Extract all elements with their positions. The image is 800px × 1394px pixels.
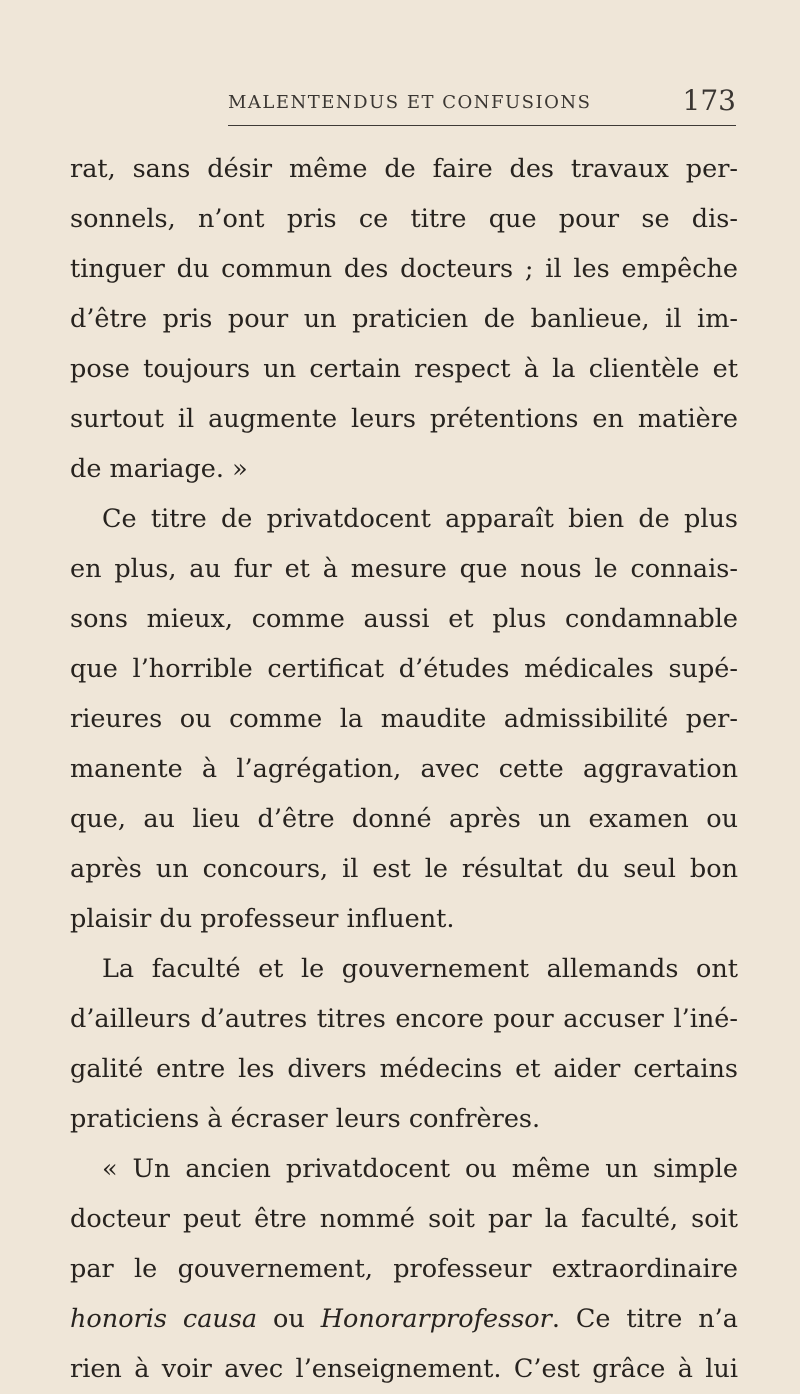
text-line: rien à voir avec l’enseignement. C’est grâce à lui [70,1354,738,1384]
text-line: que l’horrible certificat d’études médicales supé- [70,654,738,684]
text-line: surtout il augmente leurs prétentions en matière [70,404,738,434]
text-line: sons mieux, comme aussi et plus condamnable [70,604,738,634]
italic-phrase: honoris causa [70,1304,258,1334]
text-line: de mariage. » [70,454,248,484]
text-line [70,1294,738,1344]
text-line: par le gouvernement, professeur extraordinaire [70,1254,738,1284]
text-line: que, au lieu d’être donné après un examen ou [70,804,738,834]
text-line: Ce titre de privatdocent apparaît bien de plus [102,504,738,534]
text-line: rat, sans désir même de faire des travaux per- [70,154,738,184]
text-segment: . Ce titre n’a [551,1304,738,1334]
italic-phrase: Honorarprofessor [320,1304,552,1334]
text-line: « Un ancien privatdocent ou même un simple [102,1154,738,1184]
page-number: 173 [682,84,736,117]
text-line: après un concours, il est le résultat du seul bon [70,854,738,884]
text-line: docteur peut être nommé soit par la faculté, soit [70,1204,738,1234]
text-line: d’être pris pour un praticien de banlieue, il im- [70,304,738,334]
text-line: praticiens à écraser leurs confrères. [70,1104,541,1134]
text-line: pose toujours un certain respect à la clientèle et [70,354,738,384]
header-rule [228,125,736,126]
body-text [70,144,738,1394]
text-line: sonnels, n’ont pris ce titre que pour se dis- [70,204,738,234]
text-line: d’ailleurs d’autres titres encore pour accuser l’iné- [70,1004,738,1034]
text-line: galité entre les divers médecins et aider certains [70,1054,738,1084]
running-head [228,86,736,126]
text-line: tinguer du commun des docteurs ; il les empêche [70,254,738,284]
text-line: manente à l’agrégation, avec cette aggravation [70,754,738,784]
text-line: rieures ou comme la maudite admissibilité per- [70,704,738,734]
text-segment: ou [257,1304,321,1334]
text-line: plaisir du professeur influent. [70,904,455,934]
text-line: La faculté et le gouvernement allemands ont [102,954,738,984]
text-line: en plus, au fur et à mesure que nous le connais- [70,554,738,584]
running-head-title: MALENTENDUS ET CONFUSIONS [228,92,592,113]
